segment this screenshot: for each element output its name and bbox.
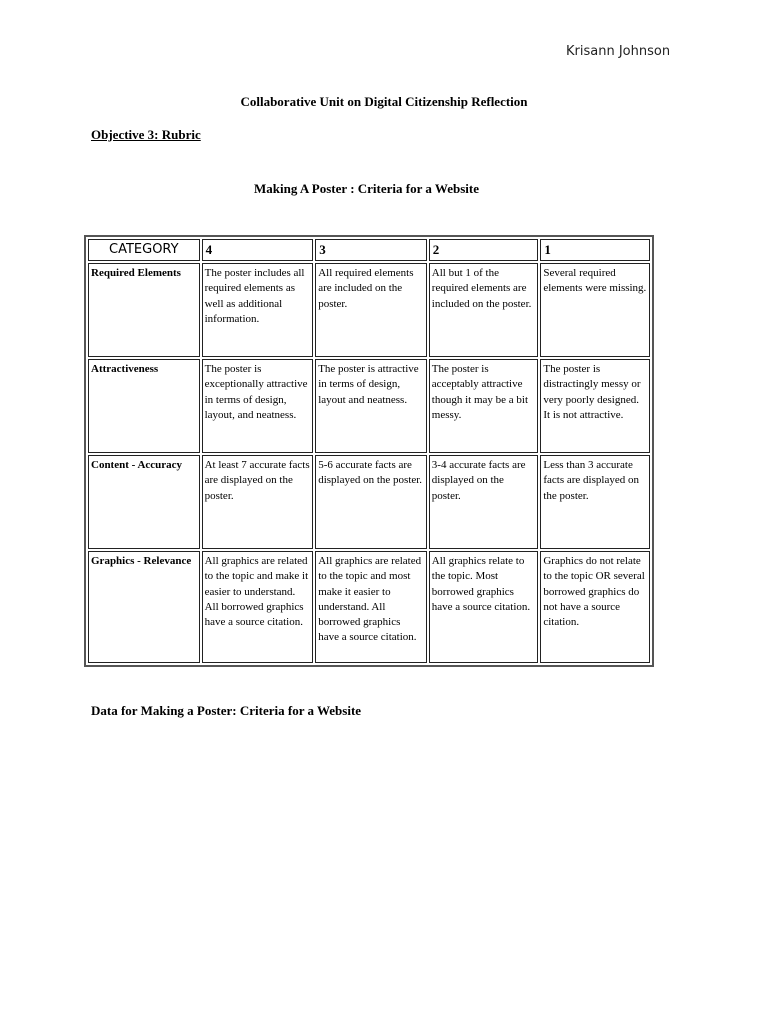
header-score-4: 4 [202, 239, 314, 261]
header-category: CATEGORY [88, 239, 200, 261]
rubric-cell: All graphics are related to the topic and make it easier to understand. All borrowed graphics have a source citation. [202, 551, 314, 663]
rubric-cell: All but 1 of the required elements are included on the poster. [429, 263, 539, 357]
row-category-label: Attractiveness [88, 359, 200, 453]
header-score-3: 3 [315, 239, 427, 261]
rubric-cell: All graphics relate to the topic. Most borrowed graphics have a source citation. [429, 551, 539, 663]
rubric-cell: 3-4 accurate facts are displayed on the poster. [429, 455, 539, 549]
rubric-cell: All required elements are included on the poster. [315, 263, 427, 357]
row-category-label: Required Elements [88, 263, 200, 357]
rubric-table [84, 235, 654, 667]
rubric-cell: Less than 3 accurate facts are displayed on the poster. [540, 455, 650, 549]
rubric-header-row [88, 239, 650, 261]
rubric-cell: Several required elements were missing. [540, 263, 650, 357]
header-score-1: 1 [540, 239, 650, 261]
rubric-row [88, 455, 650, 549]
rubric-cell: The poster includes all required elements as well as additional information. [202, 263, 314, 357]
row-category-label: Content - Accuracy [88, 455, 200, 549]
rubric-title: Making A Poster : Criteria for a Website [254, 181, 479, 196]
rubric-cell: 5-6 accurate facts are displayed on the poster. [315, 455, 427, 549]
rubric-cell: At least 7 accurate facts are displayed on the poster. [202, 455, 314, 549]
document-title: Collaborative Unit on Digital Citizenship Reflection [240, 94, 528, 109]
objective-heading: Objective 3: Rubric [91, 127, 201, 142]
author-name: Krisann Johnson [566, 44, 671, 59]
rubric-cell: The poster is distractingly messy or very poorly designed. It is not attractive. [540, 359, 650, 453]
rubric-row [88, 359, 650, 453]
rubric-row [88, 551, 650, 663]
header-score-2: 2 [429, 239, 539, 261]
rubric-row [88, 263, 650, 357]
rubric-cell: The poster is exceptionally attractive in terms of design, layout, and neatness. [202, 359, 314, 453]
rubric-cell: The poster is acceptably attractive though it may be a bit messy. [429, 359, 539, 453]
rubric-cell: All graphics are related to the topic and most make it easier to understand. All borrowed graphics have a source citation. [315, 551, 427, 663]
rubric-cell: Graphics do not relate to the topic OR several borrowed graphics do not have a source citation. [540, 551, 650, 663]
data-section-heading: Data for Making a Poster: Criteria for a Website [91, 703, 362, 718]
row-category-label: Graphics - Relevance [88, 551, 200, 663]
rubric-cell: The poster is attractive in terms of design, layout and neatness. [315, 359, 427, 453]
